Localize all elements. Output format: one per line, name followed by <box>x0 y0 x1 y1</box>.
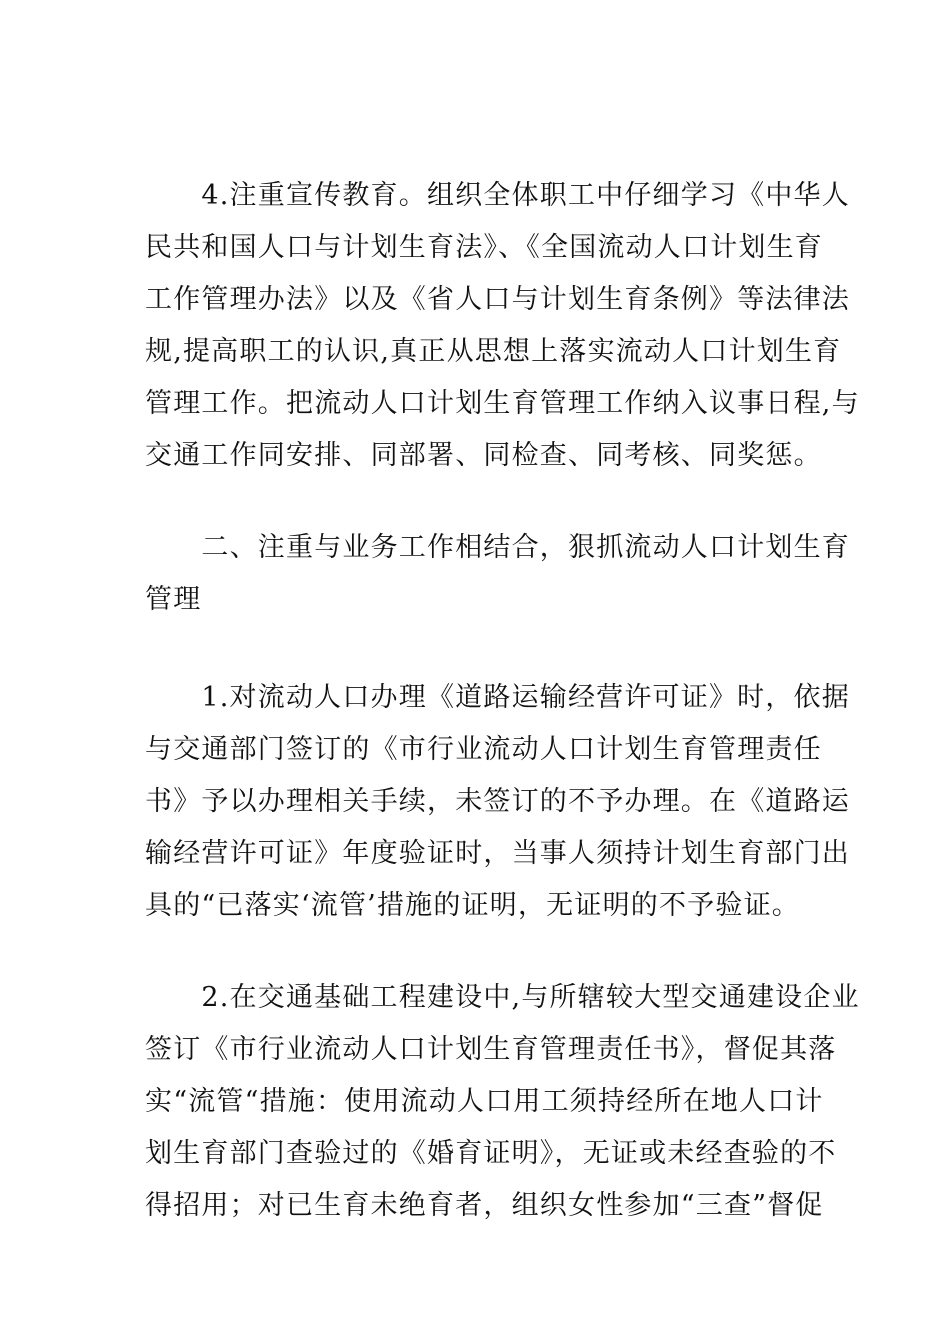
text-line: 2.在交通基础工程建设中,与所辖较大型交通建设企业 <box>145 982 860 1013</box>
text-line: 管理工作。把流动人口计划生育管理工作纳入议事日程,与 <box>145 388 860 419</box>
text-line: 实“流管“措施：使用流动人口用工须持经所在地人口计 <box>145 1086 824 1117</box>
text-line: 划生育部门查验过的《婚育证明》，无证或未经查验的不 <box>145 1138 837 1169</box>
paragraph-publicity-education <box>145 170 860 482</box>
text-line: 4.注重宣传教育。组织全体职工中仔细学习《中华人 <box>145 180 850 211</box>
text-line: 书》予以办理相关手续，未签订的不予办理。在《道路运 <box>145 786 850 817</box>
paragraph-road-transport-license <box>145 672 850 932</box>
paragraph-infrastructure-construction <box>145 972 860 1232</box>
text-line: 交通工作同安排、同部署、同检查、同考核、同奖惩。 <box>145 440 822 471</box>
text-line: 管理 <box>145 584 202 615</box>
text-line: 1.对流动人口办理《道路运输经营许可证》时，依据 <box>145 682 850 713</box>
text-line: 输经营许可证》年度验证时，当事人须持计划生育部门出 <box>145 838 850 869</box>
text-line: 民共和国人口与计划生育法》、《全国流动人口计划生育 <box>145 232 823 263</box>
text-line: 工作管理办法》以及《省人口与计划生育条例》等法律法 <box>145 284 850 315</box>
text-line: 签订《市行业流动人口计划生育管理责任书》，督促其落 <box>145 1034 837 1065</box>
text-line: 与交通部门签订的《市行业流动人口计划生育管理责任 <box>145 734 822 765</box>
text-line: 二、注重与业务工作相结合，狠抓流动人口计划生育 <box>145 532 850 563</box>
text-line: 得招用；对已生育未绝育者，组织女性参加“三查”督促 <box>145 1190 824 1221</box>
text-line: 规,提高职工的认识,真正从思想上落实流动人口计划生育 <box>145 336 842 367</box>
text-line: 具的“已落实‘流管’措施的证明，无证明的不予验证。 <box>145 890 800 921</box>
section-heading-two <box>145 522 850 626</box>
